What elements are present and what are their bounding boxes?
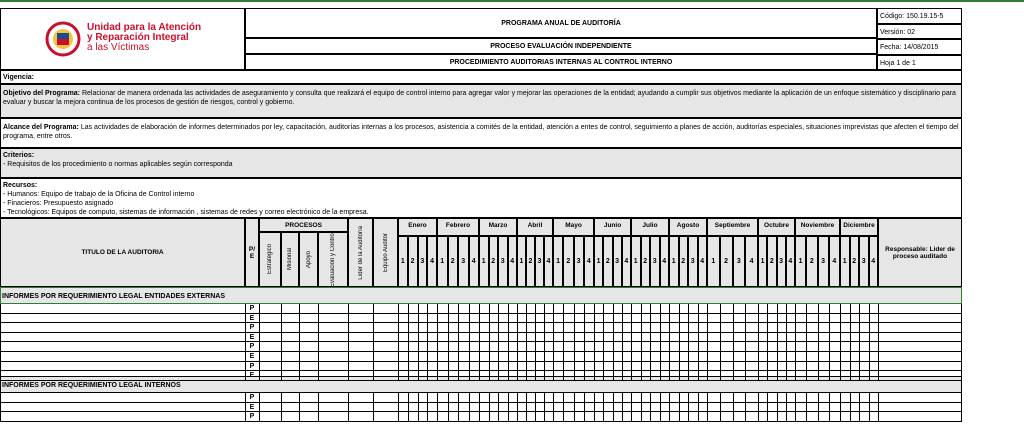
process-estrategico-label: Estratégico [267,244,273,275]
week-1-junio [594,236,603,287]
grid-column-line [259,393,260,422]
week-1-julio-label: 1 [633,258,638,265]
colombia-coat-of-arms-icon [45,19,81,61]
vigencia-label: Vigencia: [3,74,34,81]
week-1-noviembre [795,236,806,287]
week-3-octubre [777,236,786,287]
grid-column-line [720,393,721,422]
grid-column-line [795,393,796,422]
week-2-mayo-label: 2 [566,258,571,265]
grid-column-line [498,393,499,422]
criterios-item-1: - Requisitos de los procedimiento o normas aplicables según corresponda [3,161,233,168]
grid-column-line [553,304,554,381]
week-4-noviembre [829,236,840,287]
grid-column-line [281,393,282,422]
grid-column-line [840,393,841,422]
grid-column-line [594,393,595,422]
process-misional [281,232,299,287]
month-octubre [758,218,795,236]
grid-column-line [408,304,409,381]
week-3-marzo [498,236,508,287]
logo-cell [0,8,245,70]
grid-column-line [517,304,518,381]
month-agosto [669,218,707,236]
grid-column-line [745,393,746,422]
grid-column-line [777,393,778,422]
grid-column-line [427,393,428,422]
objetivo-label: Objetivo del Programa: [3,90,81,97]
month-julio [631,218,669,236]
vigencia-row [0,70,962,84]
grid-column-line [869,304,870,381]
recursos-item-2: - Finacieros: Presupuesto asignado [3,200,114,207]
grid-column-line [498,304,499,381]
pe-marker: P [249,305,255,312]
grid-column-line [850,393,851,422]
week-4-febrero [469,236,480,287]
week-4-marzo [508,236,518,287]
week-3-enero [418,236,428,287]
grid-column-line [631,393,632,422]
week-2-octubre [767,236,776,287]
week-1-marzo-label: 1 [481,258,486,265]
week-2-junio-label: 2 [605,258,610,265]
grid-column-line [679,393,680,422]
grid-column-line [733,393,734,422]
equipo-header [373,218,398,287]
grid-column-line [373,393,374,422]
grid-column-line [688,393,689,422]
week-3-agosto [688,236,698,287]
month-mayo [553,218,594,236]
week-2-octubre-label: 2 [769,258,774,265]
grid-column-line [698,304,699,381]
pe-marker: P [249,324,255,332]
grid-column-line [707,393,708,422]
grid-column-line [458,393,459,422]
pe-marker: E [249,314,255,322]
week-2-abril [526,236,535,287]
week-4-junio [622,236,631,287]
grid-column-line [535,393,536,422]
week-3-enero-label: 3 [420,258,425,265]
week-1-abril-label: 1 [519,258,524,265]
grid-column-line [603,393,604,422]
week-3-noviembre-label: 3 [821,258,826,265]
week-4-septiembre-label: 4 [749,258,754,265]
week-2-diciembre [850,236,860,287]
week-2-febrero [448,236,459,287]
grid-column-line [758,393,759,422]
recursos-label: Recursos: [3,182,38,189]
grid-column-line [869,393,870,422]
week-3-abril-label: 3 [537,258,542,265]
month-enero-label: Enero [408,222,427,229]
week-4-diciembre [869,236,879,287]
grid-column-line [427,304,428,381]
pe-marker: P [249,394,255,401]
week-2-agosto [679,236,689,287]
week-1-diciembre [840,236,850,287]
grid-column-line [373,304,374,381]
grid-column-line [553,393,554,422]
process-apoyo [299,232,318,287]
grid-column-line [859,393,860,422]
week-4-septiembre [745,236,758,287]
grid-column-line [479,393,480,422]
section-externas: INFORMES POR REQUERIMIENTO LEGAL ENTIDADES EXTERNAS [0,287,962,304]
grid-column-line [818,304,819,381]
week-3-noviembre [818,236,829,287]
recursos-item-3: - Tecnológicos: Equipos de computo, sistemas de información , sistemas de redes y correo electrónico de la empresa. [3,209,369,216]
grid-column-line [245,393,246,422]
lider-header-label: Líder de la Auditoría [357,225,364,280]
month-mayo-label: Mayo [565,222,582,229]
grid-column-line [650,393,651,422]
pe-marker: E [249,403,255,411]
equipo-header-label: Equipo Auditor [382,232,389,273]
grid-column-line [544,393,545,422]
grid-column-line [479,304,480,381]
week-4-octubre [786,236,795,287]
grid-column-line [622,393,623,422]
grid-column-line [679,304,680,381]
week-2-noviembre-label: 2 [809,258,814,265]
window-top-border [0,0,1024,2]
week-1-agosto [669,236,679,287]
week-4-agosto-label: 4 [700,258,705,265]
week-1-diciembre-label: 1 [842,258,847,265]
grid-column-line [398,304,399,381]
week-1-septiembre-label: 1 [711,258,716,265]
procesos-header [259,218,348,232]
section-internos: INFORMES POR REQUERIMIENTO LEGAL INTERNOS [0,376,962,393]
grid-column-line [508,393,509,422]
grid-column-line [660,304,661,381]
week-3-octubre-label: 3 [779,258,784,265]
grid-column-line [408,393,409,422]
week-2-julio-label: 2 [643,258,648,265]
week-2-septiembre [720,236,733,287]
grid-column-line [535,304,536,381]
grid-column-line [878,393,879,422]
week-4-enero-label: 4 [430,258,435,265]
grid-column-line [745,304,746,381]
week-1-abril [517,236,526,287]
week-3-junio [613,236,622,287]
week-3-abril [535,236,544,287]
titulo-header [0,218,245,287]
grid-column-line [437,393,438,422]
pe-marker: E [249,353,255,360]
grid-column-line [786,304,787,381]
responsable-header-label: Responsable: Lider de proceso auditado [885,245,955,260]
month-marzo [479,218,517,236]
pe-marker: P [249,343,255,351]
month-noviembre [795,218,840,236]
grid-column-line [318,393,319,422]
grid-column-line [669,393,670,422]
month-marzo-label: Marzo [488,222,508,229]
grid-column-line [469,304,470,381]
grid-column-line [448,304,449,381]
grid-column-line [489,304,490,381]
week-3-febrero-label: 3 [461,258,466,265]
procesos-header-label: PROCESOS [285,221,322,229]
grid-column-line [650,304,651,381]
week-2-abril-label: 2 [528,258,533,265]
grid-column-line [795,304,796,381]
grid-column-line [641,393,642,422]
grid-column-line [829,304,830,381]
month-noviembre-label: Noviembre [800,222,835,229]
week-1-agosto-label: 1 [671,258,676,265]
week-3-diciembre-label: 3 [861,258,866,265]
week-3-febrero [458,236,469,287]
recursos-item-1: - Humanos: Equipo de trabajo de la Oficina de Control interno [3,191,195,198]
week-1-octubre [758,236,767,287]
week-1-mayo-label: 1 [556,258,561,265]
week-3-marzo-label: 3 [500,258,505,265]
grid-column-line [299,304,300,381]
grid-column-line [348,304,349,381]
grid-column-line [448,393,449,422]
week-4-mayo [584,236,594,287]
grid-column-line [245,304,246,381]
week-1-julio [631,236,641,287]
grid-column-line [469,393,470,422]
grid-column-line [584,393,585,422]
grid-column-line [669,304,670,381]
grid-column-line [563,304,564,381]
week-3-diciembre [859,236,869,287]
week-4-abril [544,236,553,287]
week-4-junio-label: 4 [624,258,629,265]
pe-header-label: P/ E [248,245,256,260]
grid-column-line [660,393,661,422]
week-4-octubre-label: 4 [788,258,793,265]
process-evaluacion [318,232,348,287]
grid-column-line [594,304,595,381]
week-1-mayo [553,236,563,287]
grid-column-line [641,304,642,381]
week-2-marzo-label: 2 [491,258,496,265]
week-2-mayo [563,236,573,287]
month-julio-label: Julio [642,222,658,229]
logo-line-3: a las Víctimas [87,42,150,53]
week-1-febrero-label: 1 [440,258,445,265]
logo-line-2: y Reparación Integral [87,32,189,43]
process-estrategico [259,232,281,287]
titulo-header-label: TITULO DE LA AUDITORIA [81,249,164,256]
week-1-junio-label: 1 [596,258,601,265]
grid-column-line [418,304,419,381]
week-3-septiembre [733,236,746,287]
recursos-row [0,178,962,218]
procedure-title: PROCEDIMIENTO AUDITORIAS INTERNAS AL CONTROL INTERNO [245,54,877,70]
grid-column-line [0,304,1,381]
pe-header [245,218,259,287]
grid-column-line [281,304,282,381]
process-evaluacion-label: Evaluación y Control [330,231,336,288]
grid-column-line [613,304,614,381]
process-misional-label: Misional [287,248,293,271]
grid-column-line [961,393,962,422]
grid-column-line [437,304,438,381]
week-1-septiembre [707,236,720,287]
week-1-octubre-label: 1 [760,258,765,265]
grid-column-line [878,304,879,381]
version-cell: Versión: 02 [877,24,962,39]
week-3-junio-label: 3 [615,258,620,265]
grid-column-line [574,304,575,381]
grid-column-line [526,393,527,422]
week-2-junio [603,236,612,287]
week-4-noviembre-label: 4 [832,258,837,265]
grid-column-line [733,304,734,381]
grid-column-line [767,304,768,381]
week-4-agosto [698,236,708,287]
alcance-row [0,118,962,148]
month-octubre-label: Octubre [764,222,789,229]
month-febrero-label: Febrero [445,222,471,229]
alcance-label: Alcance del Programa: [3,124,79,131]
grid-column-line [299,393,300,422]
grid-column-line [758,304,759,381]
grid-column-line [613,393,614,422]
pe-marker: P [249,362,255,370]
grid-column-line [961,304,962,381]
week-3-mayo [574,236,584,287]
criterios-label: Criterios: [3,152,35,159]
criterios-row [0,148,962,178]
grid-column-line [584,304,585,381]
week-2-marzo [489,236,499,287]
pe-marker: P [249,413,255,421]
grid-column-line [806,393,807,422]
lider-header [348,218,373,287]
grid-column-line [840,304,841,381]
fecha-cell: Fecha: 14/08/2015 [877,39,962,55]
month-febrero [437,218,479,236]
objetivo-text: Relacionar de manera ordenada las actividades de aseguramiento y consulta que realizará el equipo de control interno para agregar valor y mejorar las operaciones de la entidad; ayudando a cumplir sus objetivos mediante la aplicación de un enfoque sistemático y disciplinario para evaluar y buscar la mejora continua de los procesos de gestión de riesgos, control y gobierno. [3,90,956,106]
logo-line-1: Unidad para la Atención [87,22,202,33]
week-3-agosto-label: 3 [690,258,695,265]
grid-column-line [526,304,527,381]
grid-column-line [489,393,490,422]
grid-column-line [777,304,778,381]
week-3-mayo-label: 3 [576,258,581,265]
month-junio [594,218,631,236]
week-4-diciembre-label: 4 [871,258,876,265]
grid-column-line [688,304,689,381]
month-abril [517,218,553,236]
grid-column-line [508,304,509,381]
week-4-enero [427,236,437,287]
codigo-cell: Código: 150.19.15-5 [877,8,962,24]
pe-marker: E [249,333,255,341]
grid-column-line [458,304,459,381]
week-4-julio [660,236,670,287]
grid-column-line [603,304,604,381]
week-2-enero [408,236,418,287]
month-diciembre-label: Diciembre [843,222,875,229]
grid-column-line [418,393,419,422]
week-4-mayo-label: 4 [586,258,591,265]
week-3-julio-label: 3 [652,258,657,265]
week-3-septiembre-label: 3 [736,258,741,265]
grid-column-line [0,393,1,422]
page-title: PROGRAMA ANUAL DE AUDITORÍA [245,8,877,38]
grid-column-line [767,393,768,422]
grid-column-line [818,393,819,422]
grid-column-line [631,304,632,381]
week-4-febrero-label: 4 [471,258,476,265]
grid-column-line [720,304,721,381]
responsable-header [878,218,962,287]
week-1-enero [398,236,408,287]
week-2-diciembre-label: 2 [852,258,857,265]
grid-column-line [707,304,708,381]
grid-column-line [850,304,851,381]
week-2-agosto-label: 2 [681,258,686,265]
alcance-text: Las actividades de elaboración de informes determinados por ley, capacitación, auditorías internas a los procesos, asistencia a comités de la entidad, atención a entes de control, seguimiento a planes de acción, auditorías especiales, situaciones imprevistas que afecten el tiempo del programa, entre otros. [3,124,959,140]
grid-column-line [786,393,787,422]
grid-column-line [563,393,564,422]
week-4-julio-label: 4 [662,258,667,265]
process-title: PROCESO EVALUACIÓN INDEPENDIENTE [245,38,877,54]
week-2-noviembre [806,236,817,287]
month-abril-label: Abril [527,222,543,229]
month-agosto-label: Agosto [676,222,700,229]
week-2-febrero-label: 2 [450,258,455,265]
grid-column-line [698,393,699,422]
objetivo-row [0,84,962,118]
week-4-abril-label: 4 [546,258,551,265]
week-2-julio [641,236,651,287]
grid-column-line [574,393,575,422]
week-3-julio [650,236,660,287]
grid-column-line [859,304,860,381]
month-junio-label: Junio [603,222,622,229]
hoja-cell: Hoja 1 de 1 [877,55,962,70]
week-2-enero-label: 2 [410,258,415,265]
grid-column-line [829,393,830,422]
grid-column-line [622,304,623,381]
month-diciembre [840,218,878,236]
grid-column-line [348,393,349,422]
grid-column-line [544,304,545,381]
grid-column-line [517,393,518,422]
month-septiembre [707,218,758,236]
grid-column-line [398,393,399,422]
week-2-septiembre-label: 2 [724,258,729,265]
month-enero [398,218,437,236]
month-septiembre-label: Septiembre [714,222,751,229]
pe-marker: E [249,372,255,380]
grid-column-line [318,304,319,381]
grid-column-line [259,304,260,381]
process-apoyo-label: Apoyo [305,250,312,268]
week-1-marzo [479,236,489,287]
week-1-noviembre-label: 1 [798,258,803,265]
week-1-enero-label: 1 [400,258,405,265]
grid-column-line [806,304,807,381]
week-1-febrero [437,236,448,287]
week-4-marzo-label: 4 [510,258,515,265]
